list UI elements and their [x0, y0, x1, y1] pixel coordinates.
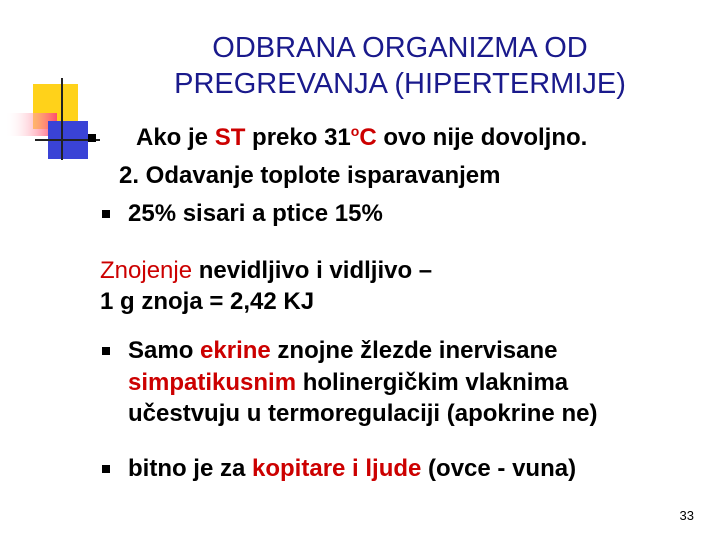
text-segment: holinergičkim vlaknima	[296, 369, 569, 396]
highlight-sweating: Znojenje	[100, 257, 193, 284]
page-number: 33	[679, 508, 694, 523]
highlight-horses-humans: kopitare i ljude	[252, 455, 422, 482]
bullet-icon	[102, 347, 110, 355]
evaporation-heading: 2. Odavanje toplote isparavanjem	[119, 162, 501, 189]
bullet-icon	[88, 134, 96, 142]
sweating-line	[100, 256, 432, 286]
text-segment: Ako je	[136, 124, 215, 151]
bullet-icon	[102, 210, 110, 218]
text-segment: bitno je za	[128, 455, 253, 482]
bullet-horses-humans	[128, 454, 576, 484]
title-line-2: PREGREVANJA (HIPERTERMIJE)	[174, 68, 626, 100]
bullet-eccrine-line-1	[128, 336, 558, 366]
bullet-percentages: 25% sisari a ptice 15%	[128, 200, 383, 227]
highlight-eccrine: ekrine	[200, 337, 271, 364]
text-segment: preko 31	[245, 124, 351, 151]
title-line-1: ODBRANA ORGANIZMA OD	[212, 32, 588, 64]
highlight-c: C	[359, 124, 377, 151]
decorative-logo	[0, 0, 100, 170]
text-segment: Samo	[128, 337, 201, 364]
degree-sup: o	[350, 123, 360, 139]
highlight-sympathetic: simpatikusnim	[128, 369, 297, 396]
bullet-icon	[102, 465, 110, 473]
text-segment: nevidljivo i vidljivo –	[192, 257, 433, 284]
sweat-energy-line: 1 g znoja = 2,42 KJ	[100, 288, 315, 315]
text-segment: (ovce - vuna)	[421, 455, 577, 482]
bullet-st-limit	[136, 123, 587, 153]
bullet-eccrine-line-2	[128, 368, 568, 398]
text-segment: ovo nije dovoljno.	[376, 124, 588, 151]
slide-title	[100, 30, 700, 102]
bullet-eccrine-line-3: učestvuju u termoregulaciji (apokrine ne)	[128, 400, 598, 427]
text-segment: znojne žlezde inervisane	[270, 337, 558, 364]
highlight-st: ST	[214, 124, 246, 151]
